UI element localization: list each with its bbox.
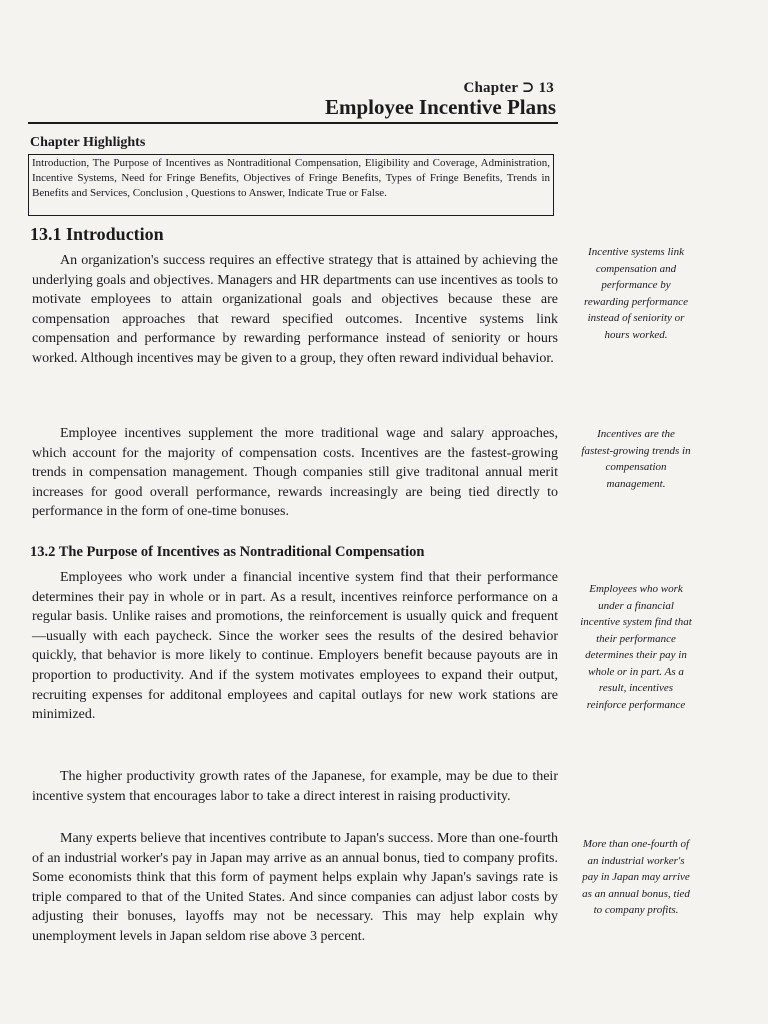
margin-note: Employees who work under a financial incentive system find that their performance determines their pay in whole or in part. As a result, incentives reinforce performance bbox=[580, 583, 692, 711]
margin-note: Incentive systems link compensation and performance by rewarding performance instead of seniority or hours worked. bbox=[584, 246, 688, 341]
highlights-heading: Chapter Highlights bbox=[30, 135, 146, 150]
paragraph: Many experts believe that incentives contribute to Japan's success. More than one-fourth of an industrial worker's pay in Japan may arrive as an annual bonus, tied to company profits. Some economists think that this form of payment helps explain why Japan's savings rate is triple compared to that of the United States. And since companies can adjust labor costs by adjusting their bonuses, layoffs may not be necessary. This may help explain why unemployment levels in Japan seldom rise above 3 percent. bbox=[32, 831, 558, 944]
chapter-number: Chapter ⊃ 13 bbox=[463, 80, 554, 96]
title-divider bbox=[28, 122, 558, 124]
margin-note: Incentives are the fastest-growing trends in compensation management. bbox=[581, 428, 691, 490]
highlights-box: Introduction, The Purpose of Incentives as Nontraditional Compensation, Eligibility and Coverage, Administration, Incentive Systems, Need for Fringe Benefits, Objectives of Fringe Benefits, Types of Fringe Benefits, Trends in Benefits and Services, Conclusion , Questions to Answer, Indicate True or False. bbox=[28, 154, 554, 216]
paragraph: An organization's success requires an effective strategy that is attained by achieving the underlying goals and objectives. Managers and HR departments can use incentives as tools to motivate employees to attain organizational goals and objectives because these are compensation approaches that reward specified outcomes. Incentive systems link compensation and performance by rewarding performance instead of seniority or hours worked. Although incentives may be given to a group, they often reward individual behavior. bbox=[32, 253, 558, 366]
margin-note: More than one-fourth of an industrial worker's pay in Japan may arrive as an annual bonus, tied to company profits. bbox=[582, 838, 690, 916]
paragraph: The higher productivity growth rates of the Japanese, for example, may be due to their incentive system that encourages labor to take a direct interest in raising productivity. bbox=[32, 769, 558, 804]
chapter-title: Employee Incentive Plans bbox=[325, 95, 556, 119]
section-heading-introduction: 13.1 Introduction bbox=[30, 224, 164, 244]
paragraph: Employees who work under a financial incentive system find that their performance determines their pay in whole or in part. As a result, incentives reinforce performance on a regular basis. Unlike raises and promotions, the reinforcement is usually quick and frequent—usually with each paycheck. Since the worker sees the results of the desired behavior quickly, that behavior is more likely to continue. Employers benefit because payouts are in proportion to productivity. And if the system motivates employees to expand their output, recruiting expenses for additonal employees and capital outlays for new work stations are minimized. bbox=[32, 570, 558, 723]
paragraph: Employee incentives supplement the more traditional wage and salary approaches, which account for the majority of compensation costs. Incentives are the fastest-growing trends in compensation management. Though companies still give traditonal annual merit increases for good overall performance, rewards increasingly are being tied directly to performance in the form of one-time bonuses. bbox=[32, 426, 558, 520]
section-heading-purpose: 13.2 The Purpose of Incentives as Nontraditional Compensation bbox=[30, 544, 425, 560]
